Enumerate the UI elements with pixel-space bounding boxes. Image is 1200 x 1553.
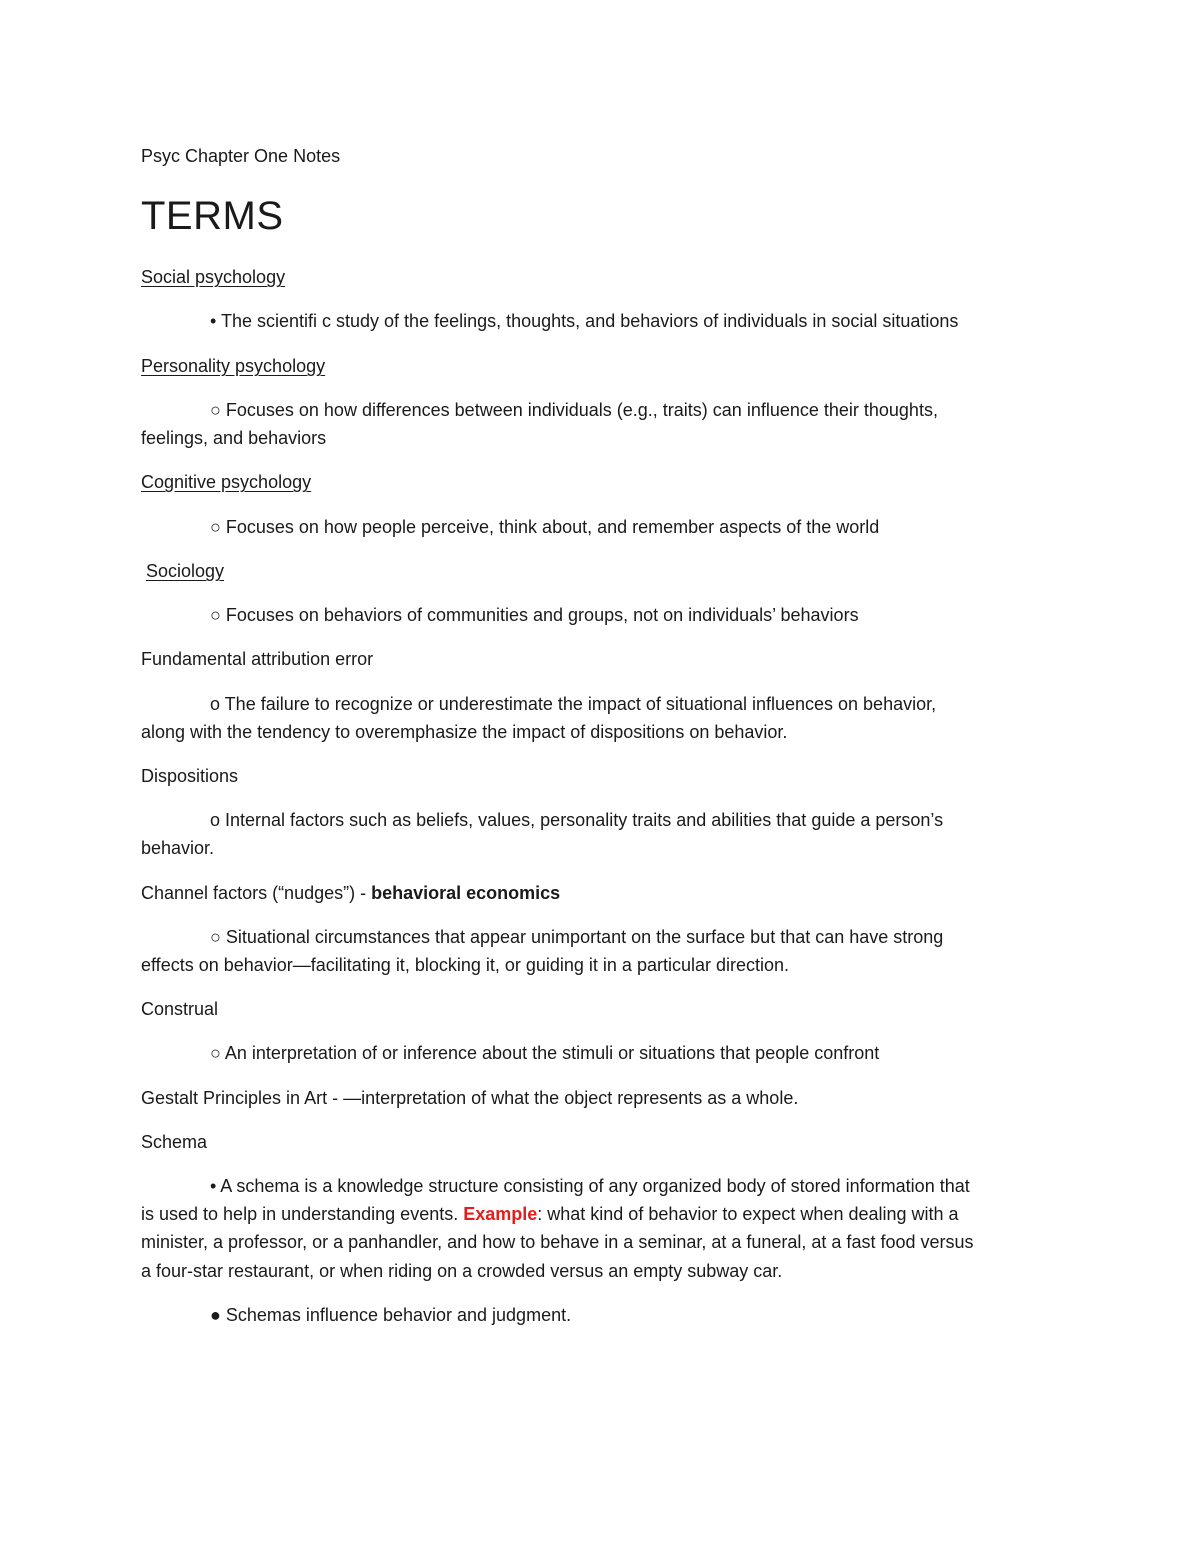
- term-construal: Construal: [141, 999, 219, 1019]
- definition-cognitive-psychology: ○ Focuses on how people perceive, think about, and remember aspects of the world: [210, 517, 880, 537]
- definition-schema-line-3: minister, a professor, or a panhandler, and how to behave in a seminar, at a funeral, at a fast food versus: [141, 1232, 974, 1252]
- term-gestalt-principles: Gestalt Principles in Art - —interpretation of what the object represents as a whole.: [141, 1088, 799, 1108]
- term-channel-factors-bold: behavioral economics: [371, 883, 561, 903]
- definition-dispositions-line-2: behavior.: [141, 838, 215, 858]
- example-label: Example: [463, 1204, 538, 1224]
- term-channel-factors: [141, 879, 560, 907]
- definition-fae-line-2: along with the tendency to overemphasize the impact of dispositions on behavior.: [141, 722, 788, 742]
- definition-schema-line-2: [141, 1200, 959, 1228]
- term-dispositions: Dispositions: [141, 766, 239, 786]
- terms-heading: TERMS: [141, 194, 284, 238]
- term-personality-psychology: Personality psychology: [141, 356, 326, 376]
- definition-channel-factors-line-2: effects on behavior—facilitating it, blocking it, or guiding it in a particular direction.: [141, 955, 790, 975]
- term-cognitive-psychology: Cognitive psychology: [141, 472, 312, 492]
- schema-line-2-post: : what kind of behavior to expect when dealing with a: [537, 1204, 959, 1224]
- term-channel-factors-label: Channel factors (“nudges”) -: [141, 883, 372, 903]
- schema-line-2-pre: is used to help in understanding events.: [141, 1204, 464, 1224]
- definition-channel-factors-line-1: ○ Situational circumstances that appear unimportant on the surface but that can have strong: [210, 927, 944, 947]
- schema-bullet-2: ● Schemas influence behavior and judgment.: [210, 1305, 572, 1325]
- definition-social-psychology: • The scientifi c study of the feelings, thoughts, and behaviors of individuals in social situations: [210, 311, 959, 331]
- definition-construal: ○ An interpretation of or inference about the stimuli or situations that people confront: [210, 1043, 880, 1063]
- document-title: Psyc Chapter One Notes: [141, 146, 341, 166]
- definition-sociology: ○ Focuses on behaviors of communities and groups, not on individuals’ behaviors: [210, 605, 859, 625]
- definition-fae-line-1: o The failure to recognize or underestimate the impact of situational influences on behavior,: [210, 694, 937, 714]
- definition-personality-psychology-line-2: feelings, and behaviors: [141, 428, 327, 448]
- definition-dispositions-line-1: o Internal factors such as beliefs, values, personality traits and abilities that guide a person’s: [210, 810, 944, 830]
- term-schema: Schema: [141, 1132, 208, 1152]
- term-social-psychology: Social psychology: [141, 267, 286, 287]
- definition-schema-line-4: a four-star restaurant, or when riding on a crowded versus an empty subway car.: [141, 1261, 783, 1281]
- definition-schema-line-1: • A schema is a knowledge structure consisting of any organized body of stored information that: [210, 1176, 970, 1196]
- term-sociology: Sociology: [146, 561, 225, 581]
- term-fundamental-attribution-error: Fundamental attribution error: [141, 649, 374, 669]
- definition-personality-psychology-line-1: ○ Focuses on how differences between individuals (e.g., traits) can influence their thoughts,: [210, 400, 938, 420]
